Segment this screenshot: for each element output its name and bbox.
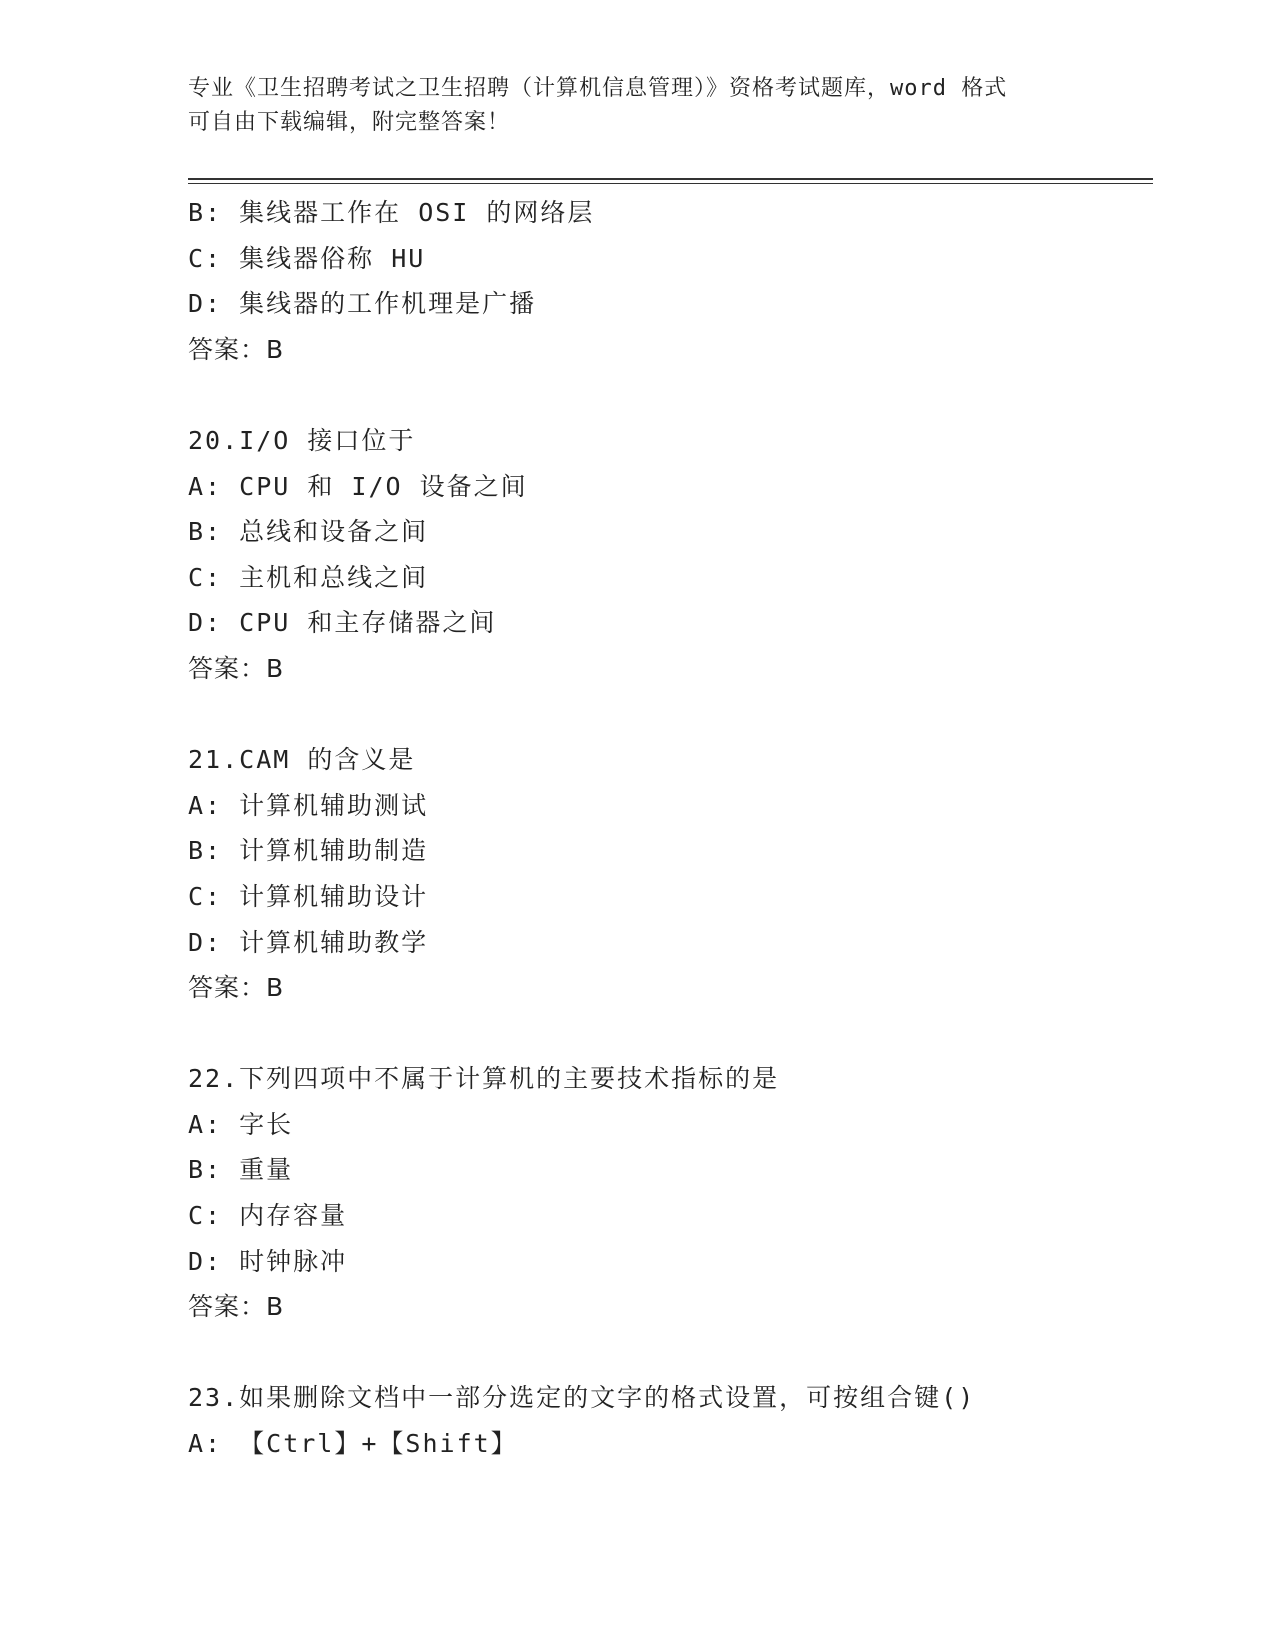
header-divider [188,178,1153,180]
answer-line: 答案：B [188,973,285,1003]
question-block-21 [188,737,1188,1011]
question-text: 21.CAM 的含义是 [188,745,416,775]
header-line-1: 专业《卫生招聘考试之卫生招聘（计算机信息管理）》资格考试题库，word 格式 [188,76,1008,101]
option-d: D: CPU 和主存储器之间 [188,608,497,638]
question-text: 23.如果删除文档中一部分选定的文字的格式设置，可按组合键() [188,1383,976,1413]
question-text: 20.I/O 接口位于 [188,425,416,455]
option-b: B: 计算机辅助制造 [188,836,429,866]
question-text: 22.下列四项中不属于计算机的主要技术指标的是 [188,1064,780,1094]
option-b: B: 总线和设备之间 [188,517,429,547]
option-b: B: 重量 [188,1155,294,1185]
answer-line: 答案：B [188,1292,285,1322]
option-a: A: 【Ctrl】+【Shift】 [188,1429,518,1459]
answer-line: 答案：B [188,653,285,683]
answer-line: 答案：B [188,334,285,364]
option-c: C: 内存容量 [188,1201,348,1231]
question-block-22 [188,1056,1188,1330]
option-c: C: 计算机辅助设计 [188,881,429,911]
option-d: D: 时钟脉冲 [188,1246,348,1276]
question-block-20 [188,418,1188,692]
document-header [188,72,1088,140]
option-d: D: 计算机辅助教学 [188,927,429,957]
header-line-2: 可自由下载编辑，附完整答案！ [188,110,511,135]
option-b: B: 集线器工作在 OSI 的网络层 [188,198,595,227]
option-c: C: 主机和总线之间 [188,562,429,592]
option-d: D: 集线器的工作机理是广播 [188,289,537,319]
question-block-19 [188,190,1188,372]
header-divider-thin [188,183,1153,184]
option-a: A: 计算机辅助测试 [188,790,429,820]
option-c: C: 集线器俗称 HU [188,243,426,273]
question-block-23 [188,1375,1188,1466]
option-a: A: CPU 和 I/O 设备之间 [188,471,528,501]
question-list [188,190,1188,1467]
option-a: A: 字长 [188,1109,294,1139]
